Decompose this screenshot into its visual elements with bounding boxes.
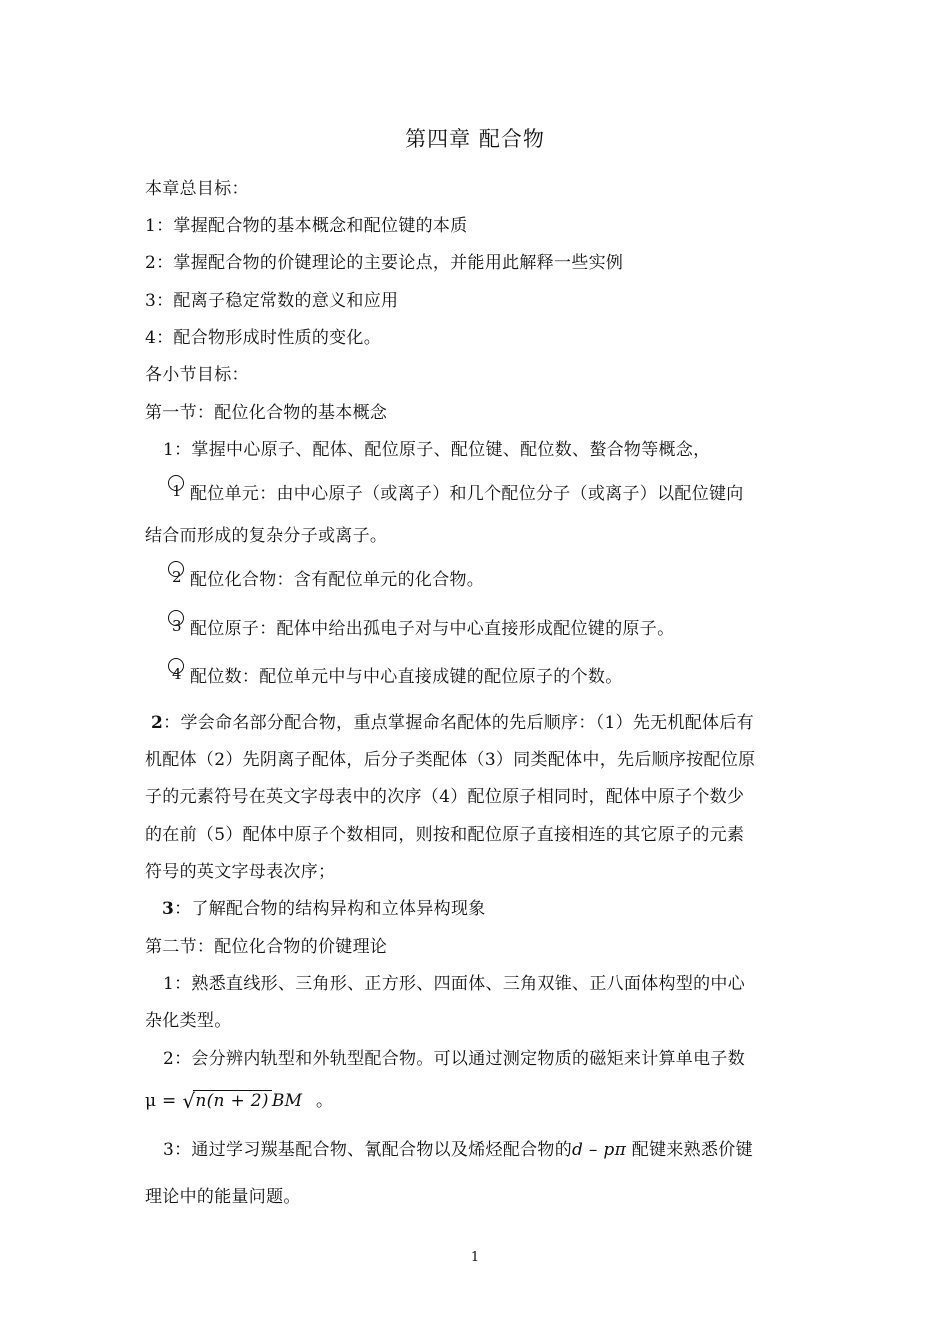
chapter-goal-4: 4：配合物形成时性质的变化。	[145, 328, 382, 348]
item-number: 2	[151, 713, 164, 733]
chapter-goals-heading: 本章总目标：	[145, 179, 249, 199]
definition-1-continued: 结合而形成的复杂分子或离子。	[145, 526, 388, 546]
formula-radicand: n(n + 2)	[193, 1090, 271, 1111]
circled-number-icon: 2	[166, 567, 188, 587]
section1-heading: 第一节：配位化合物的基本概念	[145, 403, 388, 423]
section1-item2-line3: 子的元素符号在英文字母表中的次序（4）配位原子相同时，配体中原子个数少	[145, 787, 745, 807]
definition-2	[166, 565, 484, 590]
definition-3	[166, 614, 674, 639]
magnetic-moment-formula	[145, 1086, 333, 1113]
definition-2-text: 配位化合物：含有配位单元的化合物。	[190, 570, 485, 590]
definition-4-text: 配位数：配位单元中与中心直接成键的配位原子的个数。	[190, 667, 623, 687]
sqrt-icon: √	[182, 1089, 196, 1113]
formula-end: 。	[316, 1091, 334, 1111]
definition-1-text: 配位单元：由中心原子（或离子）和几个配位分子（或离子）以配位键向	[190, 484, 744, 504]
section2-heading: 第二节：配位化合物的价键理论	[145, 937, 388, 957]
definition-4	[166, 662, 623, 687]
circled-number-icon: 1	[166, 481, 188, 501]
section2-item1-line2: 杂化类型。	[145, 1011, 232, 1031]
section1-item2-line4: 的在前（5）配体中原子个数相同，则按和配位原子直接相连的其它原子的元素	[145, 825, 745, 845]
formula-mu: μ =	[145, 1091, 177, 1111]
dp-pi-formula: d – pπ	[572, 1140, 627, 1160]
section2-item3-continued: 理论中的能量问题。	[145, 1187, 301, 1207]
formula-unit: BM	[271, 1091, 303, 1111]
circled-number-icon: 4	[166, 664, 188, 684]
section1-item2-line1: 2：学会命名部分配合物，重点掌握命名配体的先后顺序：（1）先无机配体后有	[151, 713, 754, 733]
section1-item2-line5: 符号的英文字母表次序；	[145, 862, 336, 882]
page-number: 1	[470, 1250, 480, 1265]
chapter-title: 第四章 配合物	[405, 127, 545, 151]
section2-item2: 2：会分辨内轨型和外轨型配合物。可以通过测定物质的磁矩来计算单电子数	[163, 1049, 746, 1069]
item-number: 3	[162, 899, 175, 919]
section-goals-heading: 各小节目标：	[145, 365, 249, 385]
chapter-goal-3: 3：配离子稳定常数的意义和应用	[145, 291, 399, 311]
chapter-goal-2: 2：掌握配合物的价键理论的主要论点，并能用此解释一些实例	[145, 253, 624, 273]
section1-item3: 3：了解配合物的结构异构和立体异构现象	[162, 899, 486, 919]
circled-number-icon: 3	[166, 616, 188, 636]
section1-item1: 1：掌握中心原子、配体、配位原子、配位键、配位数、螯合物等概念，	[163, 440, 711, 460]
chapter-goal-1: 1：掌握配合物的基本概念和配位键的本质	[145, 216, 468, 236]
definition-1	[166, 479, 744, 504]
section2-item3: 3：通过学习羰基配合物、氰配合物以及烯烃配合物的d – pπ 配键来熟悉价键	[163, 1140, 753, 1160]
definition-3-text: 配位原子：配体中给出孤电子对与中心直接形成配位键的原子。	[190, 619, 675, 639]
section2-item1-line1: 1：熟悉直线形、三角形、正方形、四面体、三角双锥、正八面体构型的中心	[163, 974, 746, 994]
section1-item2-line2: 机配体（2）先阴离子配体，后分子类配体（3）同类配体中，先后顺序按配位原	[145, 750, 756, 770]
